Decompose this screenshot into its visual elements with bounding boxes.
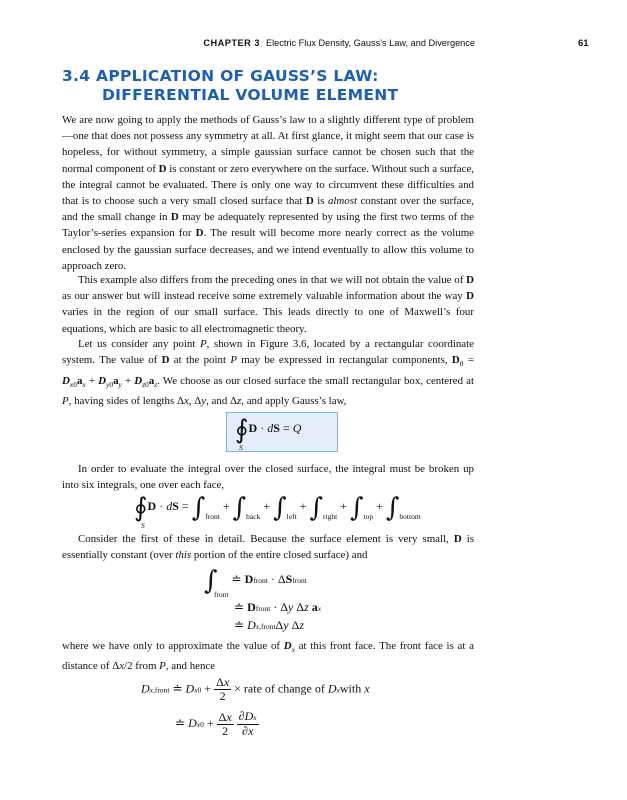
front-face-equation-2: ≐ Dfront · Δy Δz ax: [234, 600, 322, 614]
chapter-title: Electric Flux Density, Gauss’s Law, and Divergence: [265, 38, 475, 48]
chapter-label: CHAPTER 3: [203, 38, 260, 48]
six-integrals-equation: ∮D · dS = $\int_{front} + \int_{back} + \int_{left} + \int_{right} + \int_{top} + \int_{bottom}$ S: [134, 493, 421, 530]
page-number: 61: [578, 38, 589, 49]
running-header: [0, 38, 627, 52]
paragraph-4: In order to evaluate the integral over the closed surface, the integral must be broken up into six integrals, one over each face,: [62, 463, 474, 492]
front-face-equation-1: ∫ ≐ Dfront · ΔSfront front: [204, 566, 307, 599]
section-heading: [62, 67, 482, 105]
gauss-law-equation: ∮$^{D \cdot dS = Q}$ S: [235, 415, 302, 452]
section-heading-line-2: DIFFERENTIAL VOLUME ELEMENT: [102, 86, 399, 104]
gauss-law-equation-box: [226, 412, 338, 452]
paragraph-6: where we have only to approximate the value of $D_x$ at this front face. The front face is at a distance of Δx/2 from P, and hence: [62, 640, 474, 673]
dx-front-equation-1: Dx,front ≐ Dx0 + $\frac{\Delta x}{2}$ × rate of change of Dxwith x: [141, 675, 370, 703]
dx-front-equation-2: ≐ Dx0 + $\frac{\Delta x}{2}$ $\frac{\partial Dx}{\partial x}$: [175, 709, 257, 738]
front-face-equation-3: ≐ Dx,frontΔy Δz: [234, 618, 304, 632]
paragraph-5: Consider the first of these in detail. Because the surface element is very small, D is essentially constant (over this portion of the entire closed surface) and: [62, 533, 474, 562]
paragraph-3: Let us consider any point P, shown in Figure 3.6, located by a rectangular coordinate system. The value of D at the point P may be expressed in rectangular components, $D_0 = D_{x0}a_x + D_{y0}a_y + D_{z0}a_z$. We choose as our closed surface the small rectangular box, centered at P, having sides of lengths Δx, Δy, and Δz, and apply Gauss’s law,: [62, 338, 475, 407]
running-header-chapter: [203, 38, 475, 48]
section-heading-line-1: 3.4 APPLICATION OF GAUSS’S LAW:: [62, 67, 379, 85]
paragraph-1: We are now going to apply the methods of Gauss’s law to a slightly different type of problem—one that does not possess any symmetry at all. At first glance, it might seem that our case is hopeless, for without symmetry, a simple gaussian surface cannot be chosen such that the normal component of D is constant or zero everywhere on the surface. Without such a surface, the integral cannot be evaluated. There is only one way to circumvent these difficulties and that is to choose such a very small closed surface that D is almost constant over the surface, and the small change in D may be adequately represented by using the first two terms of the Taylor’s-series expansion for D. The result will become more nearly correct as the volume enclosed by the gaussian surface decreases, and we intend eventually to allow this volume to approach zero.: [62, 114, 475, 272]
paragraph-2: This example also differs from the preceding ones in that we will not obtain the value of D as our answer but will instead receive some extremely valuable information about the way D varies in the region of our small surface. This leads directly to one of Maxwell’s four equations, which are basic to all electromagnetic theory.: [62, 274, 474, 335]
